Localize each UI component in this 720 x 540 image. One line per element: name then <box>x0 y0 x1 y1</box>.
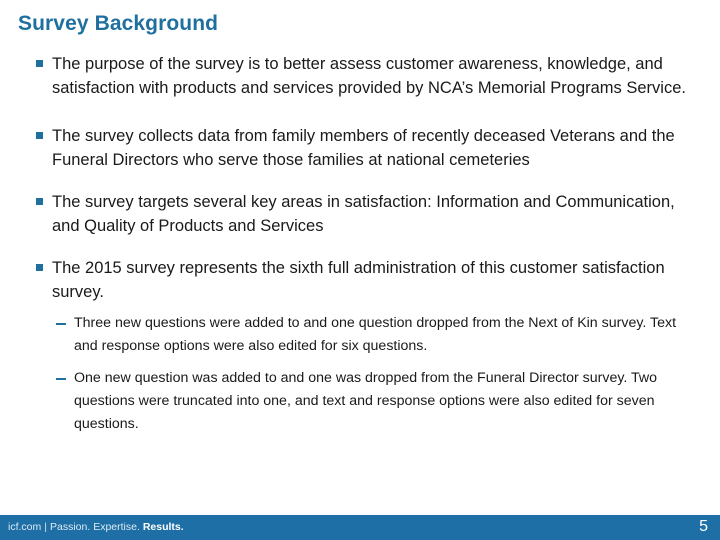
sub-bullet-text: One new question was added to and one was dropped from the Funeral Director survey. Two questions were truncated into one, and text and response options were also edited for seven questions. <box>74 370 658 432</box>
dash-bullet-icon <box>56 378 66 380</box>
bullet-text: The survey targets several key areas in satisfaction: Information and Communication, and Quality of Products and Services <box>52 193 675 235</box>
bullet-text: The purpose of the survey is to better assess customer awareness, knowledge, and satisfaction with products and services provided by NCA’s Memorial Programs Service. <box>52 55 686 97</box>
bullet-item <box>36 52 696 100</box>
bullet-list <box>36 52 696 436</box>
bullet-item <box>36 190 696 238</box>
sub-bullet-item <box>56 367 696 436</box>
square-bullet-icon <box>36 132 43 139</box>
footer-tagline: Passion. Expertise. <box>50 521 140 533</box>
footer-brand <box>8 521 184 533</box>
slide-title: Survey Background <box>18 12 219 35</box>
square-bullet-icon <box>36 198 43 205</box>
bullet-text: The survey collects data from family members of recently deceased Veterans and the Funeral Directors who serve those families at national cemeteries <box>52 127 675 169</box>
dash-bullet-icon <box>56 323 66 325</box>
bullet-item <box>36 256 696 304</box>
footer-tagline-bold: Results. <box>142 521 184 533</box>
sub-bullet-text: Three new questions were added to and one question dropped from the Next of Kin survey. Text and response options were also edited for six questions. <box>74 315 677 354</box>
bullet-item <box>36 124 696 172</box>
sub-bullet-item <box>56 312 696 358</box>
page-number: 5 <box>699 518 708 535</box>
bullet-text: The 2015 survey represents the sixth full administration of this customer satisfaction survey. <box>52 259 665 301</box>
sub-bullet-list <box>56 312 696 436</box>
footer-bar <box>0 515 720 540</box>
square-bullet-icon <box>36 60 43 67</box>
footer-site: icf.com <box>8 521 42 533</box>
square-bullet-icon <box>36 264 43 271</box>
footer-separator: | <box>44 521 47 533</box>
